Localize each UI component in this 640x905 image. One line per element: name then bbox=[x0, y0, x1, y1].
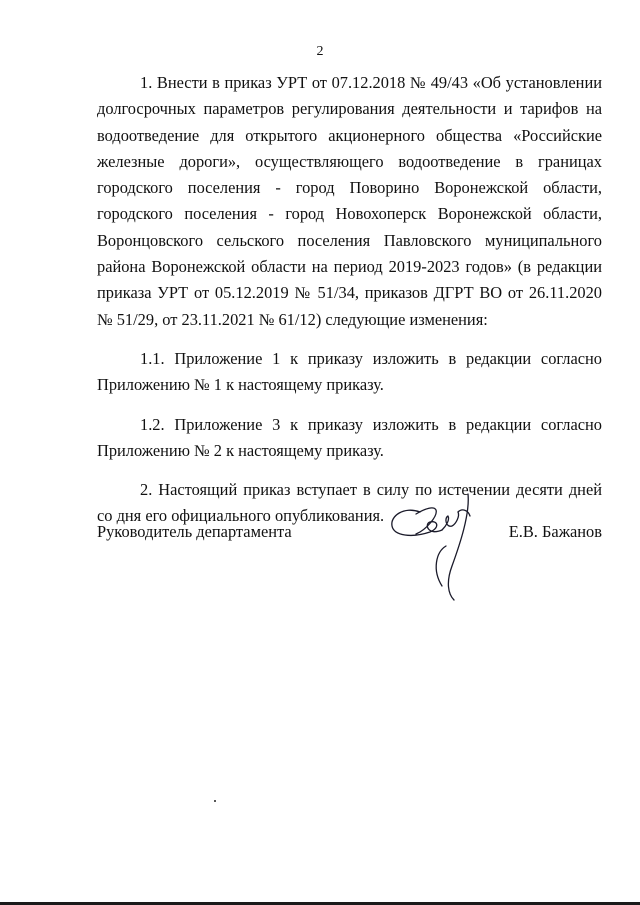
scan-speck bbox=[214, 800, 216, 802]
handwritten-signature-icon bbox=[386, 490, 490, 606]
paragraph-effective-date: 2. Настоящий приказ вступает в силу по истечении десяти дней со дня его официального опубликования. bbox=[97, 480, 602, 526]
paragraph-amendment: 1. Внести в приказ УРТ от 07.12.2018 № 49/43 «Об установлении долгосрочных параметров регулирования деятельности и тарифов на водоотведение для открытого акционерного общества «Российские железные дороги», осуществляющего водоотведение в границах городского поселения - город Поворино Воронежской области, городского поселения - город Новохоперск Воронежской области, Воронцовского сельского поселения Павловского муниципального района Воронежской области на период 2019-2023 годов» (в редакции приказа УРТ от 05.12.2019 № 51/34, приказов ДГРТ ВО от 26.11.2020 № 51/29, от 23.11.2021 № 61/12) следующие изменения: bbox=[97, 73, 602, 329]
paragraph-annex-3: 1.2. Приложение 3 к приказу изложить в редакции согласно Приложению № 2 к настоящему приказу. bbox=[97, 414, 602, 460]
signatory-title: Руководитель департамента bbox=[97, 522, 292, 541]
order-body bbox=[97, 70, 602, 530]
page-number: 2 bbox=[316, 44, 324, 59]
signature-block bbox=[97, 519, 602, 549]
signatory-name: Е.В. Бажанов bbox=[508, 522, 602, 541]
paragraph-annex-1: 1.1. Приложение 1 к приказу изложить в редакции согласно Приложению № 1 к настоящему приказу. bbox=[97, 348, 602, 395]
